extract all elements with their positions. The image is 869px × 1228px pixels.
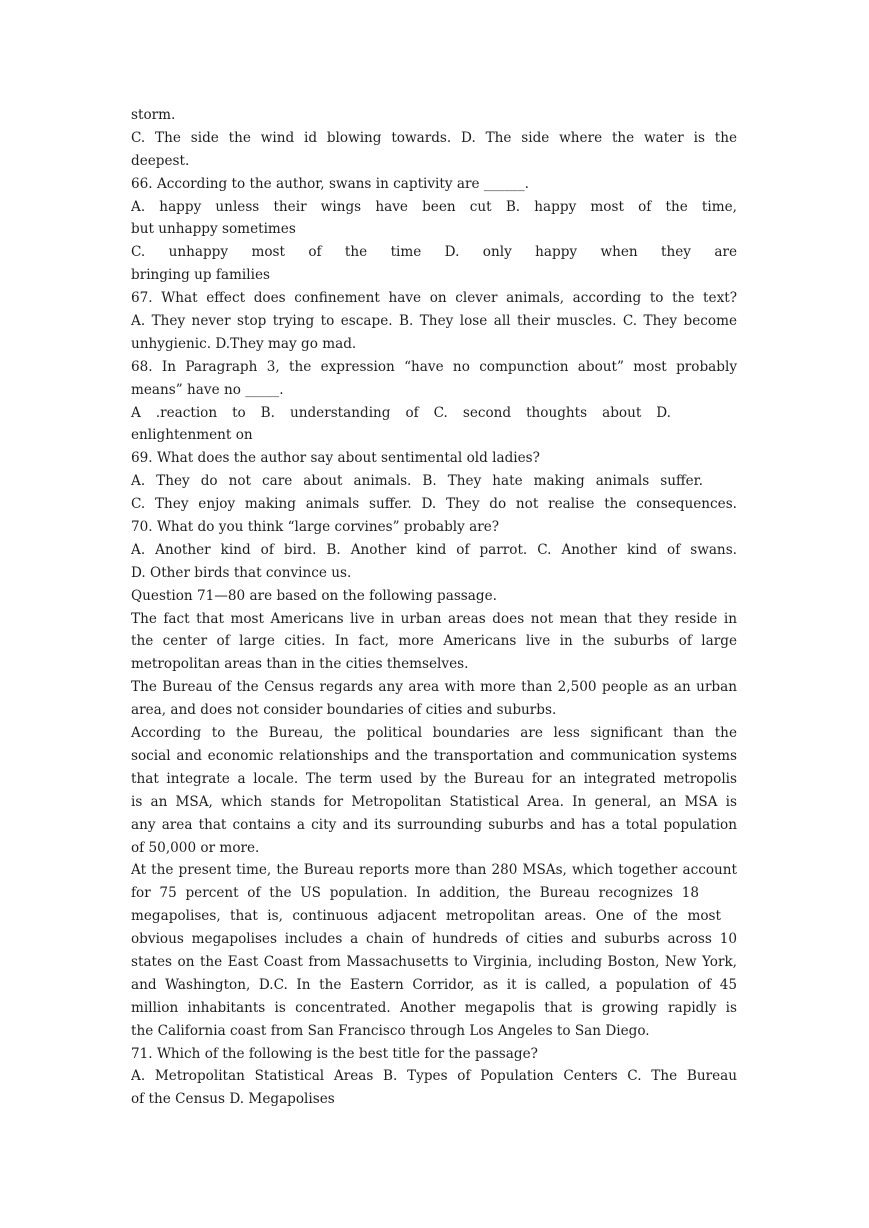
text-line: unhygienic. D.They may go mad. [131,335,357,352]
text-line: A. They do not care about animals. B. They hate making animals suffer. [131,473,703,490]
text-line: A. happy unless their wings have been cut B. happy most of the time, [131,198,737,215]
text-line: D. Other birds that convince us. [131,564,352,581]
question-66: 66. According to the author, swans in captivity are ______. [131,175,529,192]
passage-line: is an MSA, which stands for Metropolitan Statistical Area. In general, an MSA is [131,793,737,810]
passage-line: metropolitan areas than in the cities themselves. [131,656,469,673]
text-line: bringing up families [131,267,270,284]
text-line: but unhappy sometimes [131,221,296,238]
text-line: A. They never stop trying to escape. B. They lose all their muscles. C. They become [131,313,737,330]
passage-line: the center of large cities. In fact, more Americans live in the suburbs of large [131,633,737,650]
text-line: deepest. [131,152,190,169]
passage-line: megapolises, that is, continuous adjacent metropolitan areas. One of the most [131,908,721,925]
passage-line: According to the Bureau, the political boundaries are less significant than the [131,725,737,742]
passage-heading: Question 71—80 are based on the following passage. [131,587,497,604]
passage-line: obvious megapolises includes a chain of hundreds of cities and suburbs across 10 [131,931,737,948]
passage-line: The Bureau of the Census regards any area with more than 2,500 people as an urban [131,679,737,696]
text-line: C. The side the wind id blowing towards. D. The side where the water is the [131,129,737,146]
passage-line: that integrate a locale. The term used by the Bureau for an integrated metropolis [131,770,737,787]
passage-line: the California coast from San Francisco through Los Angeles to San Diego. [131,1022,650,1039]
passage-line: area, and does not consider boundaries of cities and suburbs. [131,702,557,719]
text-line: A. Metropolitan Statistical Areas B. Types of Population Centers C. The Bureau [131,1068,737,1085]
text-line: A .reaction to B. understanding of C. second thoughts about D. [131,404,671,421]
question-67: 67. What effect does confinement have on clever animals, according to the text? [131,290,737,307]
passage-line: At the present time, the Bureau reports more than 280 MSAs, which together account [131,862,737,879]
text-line: means” have no _____. [131,381,284,398]
text-line: of the Census D. Megapolises [131,1091,335,1108]
text-line: enlightenment on [131,427,253,444]
text-line: A. Another kind of bird. B. Another kind of parrot. C. Another kind of swans. [131,541,737,558]
passage-line: social and economic relationships and the transportation and communication systems [131,747,737,764]
text-line: C. unhappy most of the time D. only happy when they are [131,244,737,261]
question-71: 71. Which of the following is the best title for the passage? [131,1045,538,1062]
passage-line: The fact that most Americans live in urban areas does not mean that they reside in [131,610,737,627]
document-page [131,104,737,1111]
question-70: 70. What do you think “large corvines” probably are? [131,519,500,536]
passage-line: any area that contains a city and its surrounding suburbs and has a total population [131,816,737,833]
question-69: 69. What does the author say about sentimental old ladies? [131,450,540,467]
text-line: C. They enjoy making animals suffer. D. They do not realise the consequences. [131,496,737,513]
passage-line: states on the East Coast from Massachusetts to Virginia, including Boston, New York, [131,953,737,970]
passage-line: and Washington, D.C. In the Eastern Corridor, as it is called, a population of 45 [131,976,737,993]
text-line: storm. [131,107,176,123]
passage-line: million inhabitants is concentrated. Another megapolis that is growing rapidly is [131,999,737,1016]
passage-line: of 50,000 or more. [131,839,260,856]
question-68: 68. In Paragraph 3, the expression “have no compunction about” most probably [131,358,737,375]
passage-line: for 75 percent of the US population. In addition, the Bureau recognizes 18 [131,885,699,902]
